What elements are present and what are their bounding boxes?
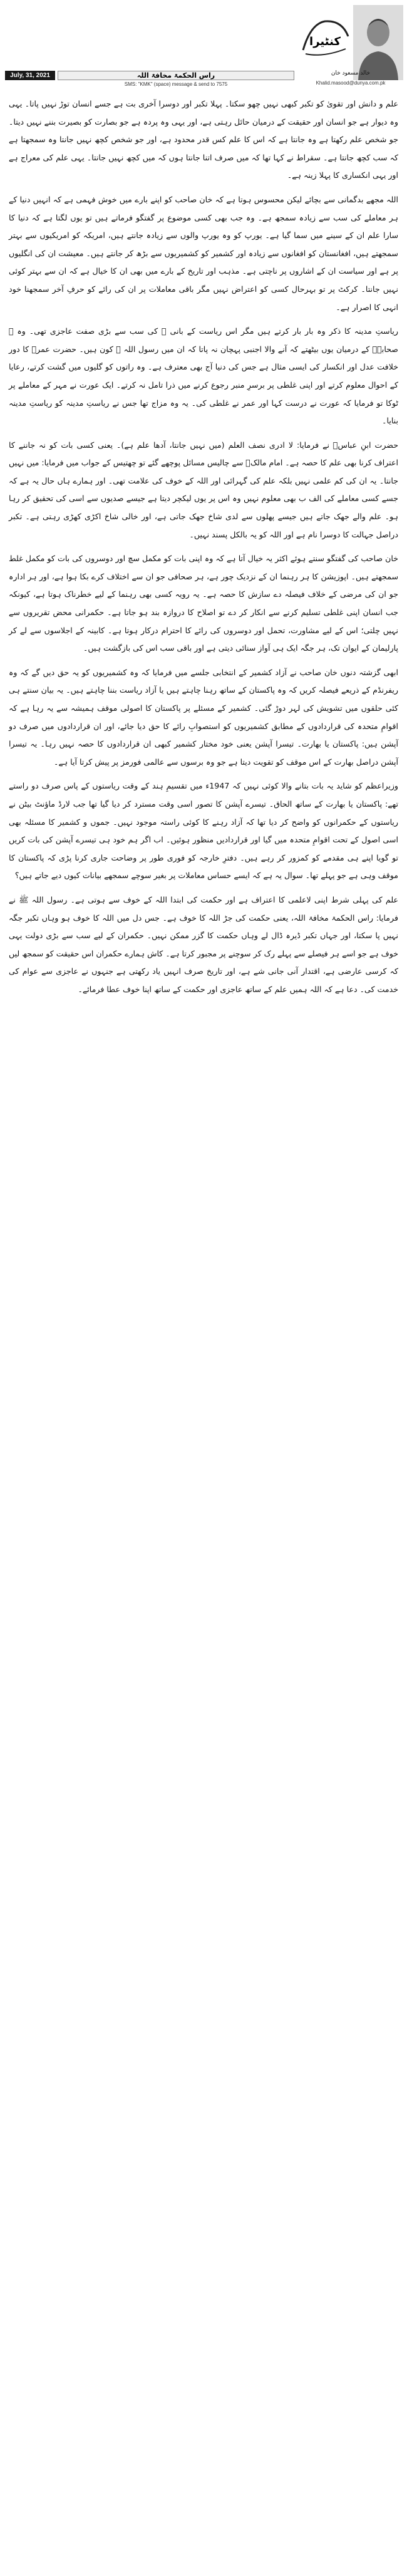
sms-instructions: SMS: "KMK" (space) message & send to 7575 (124, 81, 228, 87)
article-paragraph: ابھی گزشتہ دنوں خان صاحب نے آزاد کشمیر کے انتخابی جلسے میں فرمایا کہ وہ کشمیریوں کو یہ حق دیں گے کہ وہ ریفرنڈم کے ذریعے فیصلہ کریں کہ وہ پاکستان کے ساتھ رہنا چاہتے ہیں یا آزاد ریاست بننا چاہتے ہیں۔ یہ بیان سنتے ہی کئی حلقوں میں تشویش کی لہر دوڑ گئی۔ کشمیر کے مسئلے پر پاکستان کا اصولی موقف ہمیشہ سے یہ رہا ہے کہ اقوامِ متحدہ کی قراردادوں کے مطابق کشمیریوں کو استصوابِ رائے کا حق دیا جائے، اور ان قراردادوں میں صرف دو آپشن ہیں: پاکستان یا بھارت۔ تیسرا آپشن یعنی خود مختار کشمیر کبھی ان قراردادوں کا حصہ نہیں رہا۔ یہ تیسرا آپشن دراصل بھارت کے اس موقف کو تقویت دیتا ہے جو وہ برسوں سے عالمی فورمز پر پیش کرتا آیا ہے۔ (9, 667, 398, 767)
author-portrait-icon (353, 5, 403, 80)
article-paragraph: ریاستِ مدینہ کا ذکر وہ بار بار کرتے ہیں مگر اس ریاست کے بانی ﷺ کی سب سے بڑی صفت عاجزی تھی۔ وہ ﷺ صحابہؓ کے درمیان یوں بیٹھتے کہ آنے والا اجنبی پہچان نہ پاتا کہ ان میں رسول اللہ ﷺ کون ہیں۔ حضرت عمرؓ کا دور خلافت عدل اور انکسار کی ایسی مثال ہے جس کی دنیا آج بھی معترف ہے۔ وہ راتوں کو گلیوں میں گشت کرتے، رعایا کے احوال معلوم کرتے اور اپنی غلطی پر برسرِ منبر رجوع کرنے میں ذرا تامل نہ کرتے۔ ایک عورت نے مہر کے معاملے پر ٹوکا تو فرمایا کہ عورت نے درست کہا اور عمر نے غلطی کی۔ یہ وہ مزاج تھا جس نے ریاستِ مدینہ کو ریاستِ مدینہ بنایا۔ (9, 326, 398, 426)
article-paragraph: وزیراعظم کو شاید یہ بات بتانے والا کوئی نہیں کہ 1947ء میں تقسیمِ ہند کے وقت ریاستوں کے پاس صرف دو راستے تھے: پاکستان یا بھارت کے ساتھ الحاق۔ تیسرے آپشن کا تصور اسی وقت مسترد کر دیا گیا تھا جب لارڈ ماؤنٹ بیٹن نے ریاستوں کے حکمرانوں کو واضح کر دیا تھا کہ آزاد رہنے کا کوئی راستہ موجود نہیں۔ جموں و کشمیر کا مسئلہ بھی اسی اصول کے تحت اقوامِ متحدہ میں گیا اور قراردادیں منظور ہوئیں۔ اب اگر ہم خود ہی تیسرے آپشن کی بات کریں تو گویا اپنے ہی مقدمے کو کمزور کر رہے ہیں۔ دفترِ خارجہ کو فوری طور پر وضاحت جاری کرنا پڑی کہ پاکستان کا موقف وہی ہے جو پہلے تھا۔ سوال یہ ہے کہ ایسے حساس معاملات پر بغیر سوچے سمجھے بیانات کیوں دیے جاتے ہیں؟ (9, 781, 398, 881)
publish-date: July, 31, 2021 (5, 71, 55, 80)
article-paragraph: خان صاحب کی گفتگو سنتے ہوئے اکثر یہ خیال آتا ہے کہ وہ اپنی بات کو مکمل سچ اور دوسروں کی بات کو مکمل غلط سمجھتے ہیں۔ اپوزیشن کا ہر رہنما ان کے نزدیک چور ہے، ہر صحافی جو ان سے اختلاف کرے بکا ہوا ہے، اور ہر ادارہ جو ان کی مرضی کے خلاف فیصلہ دے سازش کا حصہ ہے۔ یہ رویہ کسی بھی رہنما کے لیے خطرناک ہوتا ہے، کیونکہ جب انسان اپنی غلطی تسلیم کرنے سے انکار کر دے تو اصلاح کا دروازہ بند ہو جاتا ہے۔ حکمرانی محض تقریروں سے نہیں چلتی؛ اس کے لیے مشاورت، تحمل اور دوسروں کی رائے کا احترام درکار ہوتا ہے۔ کابینہ کے اجلاسوں سے لے کر پارلیمان کے ایوان تک، ہر جگہ ایک ہی آواز سنائی دیتی ہے اور باقی سب اس کی بازگشت ہیں۔ (9, 554, 398, 653)
article-paragraph: حضرت ابنِ عباسؓ نے فرمایا: لا ادری نصف العلم (میں نہیں جانتا، آدھا علم ہے)۔ یعنی کسی بات کو نہ جاننے کا اعتراف کرنا بھی علم کا حصہ ہے۔ امام مالکؒ سے چالیس مسائل پوچھے گئے تو چھتیس کے جواب میں فرمایا: میں نہیں جانتا۔ یہ ان کی کم علمی نہیں بلکہ علم کی گہرائی اور اللہ کے خوف کی علامت تھی۔ اور ہمارے ہاں حال یہ ہے کہ جسے کسی معاملے کی الف ب بھی معلوم نہیں وہ اس پر یوں لیکچر دیتا ہے جیسے صدیوں سے اسی کی تحقیق کر رہا ہو۔ علم والے جھک جاتے ہیں جیسے پھلوں سے لدی شاخ جھک جاتی ہے، اور خالی شاخ اکڑی کھڑی رہتی ہے۔ تکبر دراصل جہالت کا دوسرا نام ہے اور اللہ کو یہ بالکل پسند نہیں۔ (9, 440, 398, 539)
column-logo (298, 5, 352, 80)
author-photo (353, 5, 403, 80)
article-paragraph: علم کی پہلی شرط اپنی لاعلمی کا اعتراف ہے اور حکمت کی ابتدا اللہ کے خوف سے ہوتی ہے۔ رسول اللہ ﷺ نے فرمایا: راس الحکمۃ مخافۃ اللہ، یعنی حکمت کی جڑ اللہ کا خوف ہے۔ جس دل میں اللہ کا خوف ہو وہاں تکبر جگہ نہیں پا سکتا، اور جہاں تکبر ڈیرہ ڈال لے وہاں حکمت کا گزر ممکن نہیں۔ حکمران کے لیے سب سے بڑی دولت یہی خوف ہے جو اسے ہر فیصلے سے پہلے رک کر سوچنے پر مجبور کرتا ہے۔ کاش ہمارے حکمران اس حقیقت کو سمجھ لیں کہ کرسی عارضی ہے، اقتدار آنی جانی شے ہے، اور تاریخ صرف انہیں یاد رکھتی ہے جنہوں نے عاجزی سے عوام کی خدمت کی۔ دعا ہے کہ اللہ ہمیں علم کے ساتھ عاجزی اور حکمت کے ساتھ اپنا خوف عطا فرمائے۔ (9, 894, 398, 994)
author-email[interactable]: Khalid.masood@dunya.com.pk (316, 80, 386, 86)
article-paragraph: اللہ مجھے بدگمانی سے بچائے لیکن محسوس ہوتا ہے کہ خان صاحب کو اپنے بارے میں خوش فہمی ہے کہ انہیں دنیا کے ہر معاملے کی سب سے زیادہ سمجھ ہے۔ وہ جب بھی کسی موضوع پر گفتگو فرماتے ہیں تو یوں لگتا ہے کہ دنیا کا سارا علم ان کے سینے میں سما گیا ہے۔ یورپ کو وہ یورپ والوں سے زیادہ جانتے ہیں، امریکہ کو امریکیوں سے بہتر سمجھتے ہیں، افغانستان کو افغانوں سے زیادہ اور کشمیر کو کشمیریوں سے بڑھ کر جانتے ہیں۔ معیشت ان کی انگلیوں پر ہے اور سیاست ان کے اشاروں پر ناچتی ہے۔ مذہب اور تاریخ کے بارے میں بھی ان کا خیال ہے کہ ان سے بہتر کوئی نہیں جانتا۔ کرکٹ پر تو بہرحال کسی کو اعتراض نہیں مگر باقی معاملات پر ان کی رائے کو حرفِ آخر سمجھنا خود انہی کا اصرار ہے۔ (9, 194, 398, 312)
author-name: خالد مسعود خان (331, 70, 371, 76)
article-paragraph: علم و دانش اور تقویٰ کو تکبر کبھی نہیں چھو سکتا۔ پہلا تکبر اور دوسرا آخری بت ہے جسے انسان توڑ نہیں پاتا۔ یہی وہ دیوار ہے جو انسان اور حقیقت کے درمیان حائل رہتی ہے، اور یہی وہ پردہ ہے جو بصارت کو بصیرت بننے نہیں دیتا۔ جو شخص علم رکھتا ہے وہ جانتا ہے کہ اس کا علم کس قدر محدود ہے، اور جو شخص کچھ نہیں جانتا وہ سمجھتا ہے کہ سب کچھ جانتا ہے۔ سقراط نے کہا تھا کہ میں صرف اتنا جانتا ہوں کہ میں کچھ نہیں جانتا۔ یہی علم کی معراج ہے اور یہی انکساری کا پہلا زینہ ہے۔ (9, 99, 398, 180)
column-title: راس الحکمۃ مخافۃ اللہ (58, 71, 294, 80)
column-name: کنٹیرا (309, 35, 341, 48)
column-header (0, 0, 407, 89)
article-body (9, 95, 398, 999)
